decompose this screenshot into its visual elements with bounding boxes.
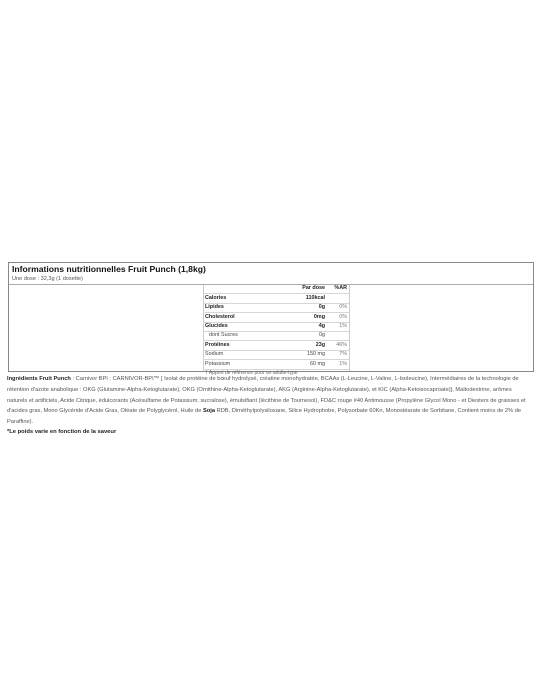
row-ar: 0%: [327, 303, 349, 312]
row-label: Potassium: [203, 360, 291, 369]
row-label: Calories: [203, 294, 291, 303]
header-empty: [203, 285, 291, 294]
table-row: [203, 341, 349, 350]
row-label: Cholesterol: [203, 313, 291, 322]
row-ar: 46%: [327, 341, 349, 350]
table-row: [203, 331, 349, 340]
row-ar: 7%: [327, 350, 349, 359]
row-dose: 4g: [291, 322, 327, 331]
row-ar: 1%: [327, 322, 349, 331]
row-dose: 0g: [291, 331, 327, 340]
row-ar: 1%: [327, 360, 349, 369]
table-header: [203, 285, 349, 294]
row-ar: 0%: [327, 313, 349, 322]
table-row: [203, 303, 349, 312]
row-label: Lipides: [203, 303, 291, 312]
ingredients-label: Ingrédients Fruit Punch: [7, 376, 71, 382]
table-row: [203, 350, 349, 359]
row-dose: 0g: [291, 303, 327, 312]
weight-note: *Le poids varie en fonction de la saveur: [7, 429, 117, 435]
table-row: [203, 294, 349, 303]
reference-footnote: † Apport de référence pour un adulte-type: [205, 370, 298, 376]
row-dose: 60 mg: [291, 360, 327, 369]
row-ar: [327, 331, 349, 340]
table-row: [203, 322, 349, 331]
ingredients-body-end: RDB, Diméthylpolysiloxane, Silice Hydrophobe, Polysorbate 60Kn, Monostéarate de Sorbitane, Contient moins de 2% de Paraffine).: [7, 408, 522, 426]
nutrition-panel: [8, 262, 534, 376]
row-dose: 110kcal: [291, 294, 327, 303]
header-ar: %AR: [327, 285, 349, 294]
row-dose: 23g: [291, 341, 327, 350]
header-dose: Par dose: [291, 285, 327, 294]
serving-size: Une dose : 32,3g (1 dosette): [12, 276, 83, 282]
table-row: [203, 313, 349, 322]
allergen-soja: Soja: [202, 408, 215, 415]
ingredients-body: : Carnivor BPI : CARNIVOR-BPI™ [ Isolat de protéine de bœuf hydrolysé, créatine monohydratée, BCAAs (L-Leucine, L-Valine, L-Isoleucine), Intermédiaires de la technologie de rétention d'azote anabolique : OKG (Glutamine-Alpha-Ketoglutarate), OKG (Ornithine-Alpha-Ketoglutarate), AKG (Arginine-Alpha-Ketoglutarate), et KIC (Alpha-Ketoisocaproate)], Maltodextrine, arômes naturels et artificiels, Acide Citrique, édulcorants (Acésulfame de Potassium, sucralose), émulsifiant (lécithine de Tournesol), FD&C rouge #40 Antimousse (Propylène Glycol Mono - et Diesters de graisses et d'acides gras, Mono Glycéride d'Acide Gras, Oléate de Polyglycérol, Huile de: [7, 376, 526, 415]
row-label: Protéines: [203, 341, 291, 350]
row-dose: 150 mg: [291, 350, 327, 359]
row-label: Glucides: [203, 322, 291, 331]
row-ar: [327, 294, 349, 303]
column-divider: [349, 285, 350, 371]
row-dose: 0mg: [291, 313, 327, 322]
nutrition-title: Informations nutritionnelles Fruit Punch (1,8kg): [12, 264, 206, 274]
row-label: Sodium: [203, 350, 291, 359]
table-row: [203, 360, 349, 369]
row-label: dont Sucres: [203, 331, 291, 340]
nutrition-table: [203, 285, 349, 378]
ingredients-text: [7, 374, 533, 428]
